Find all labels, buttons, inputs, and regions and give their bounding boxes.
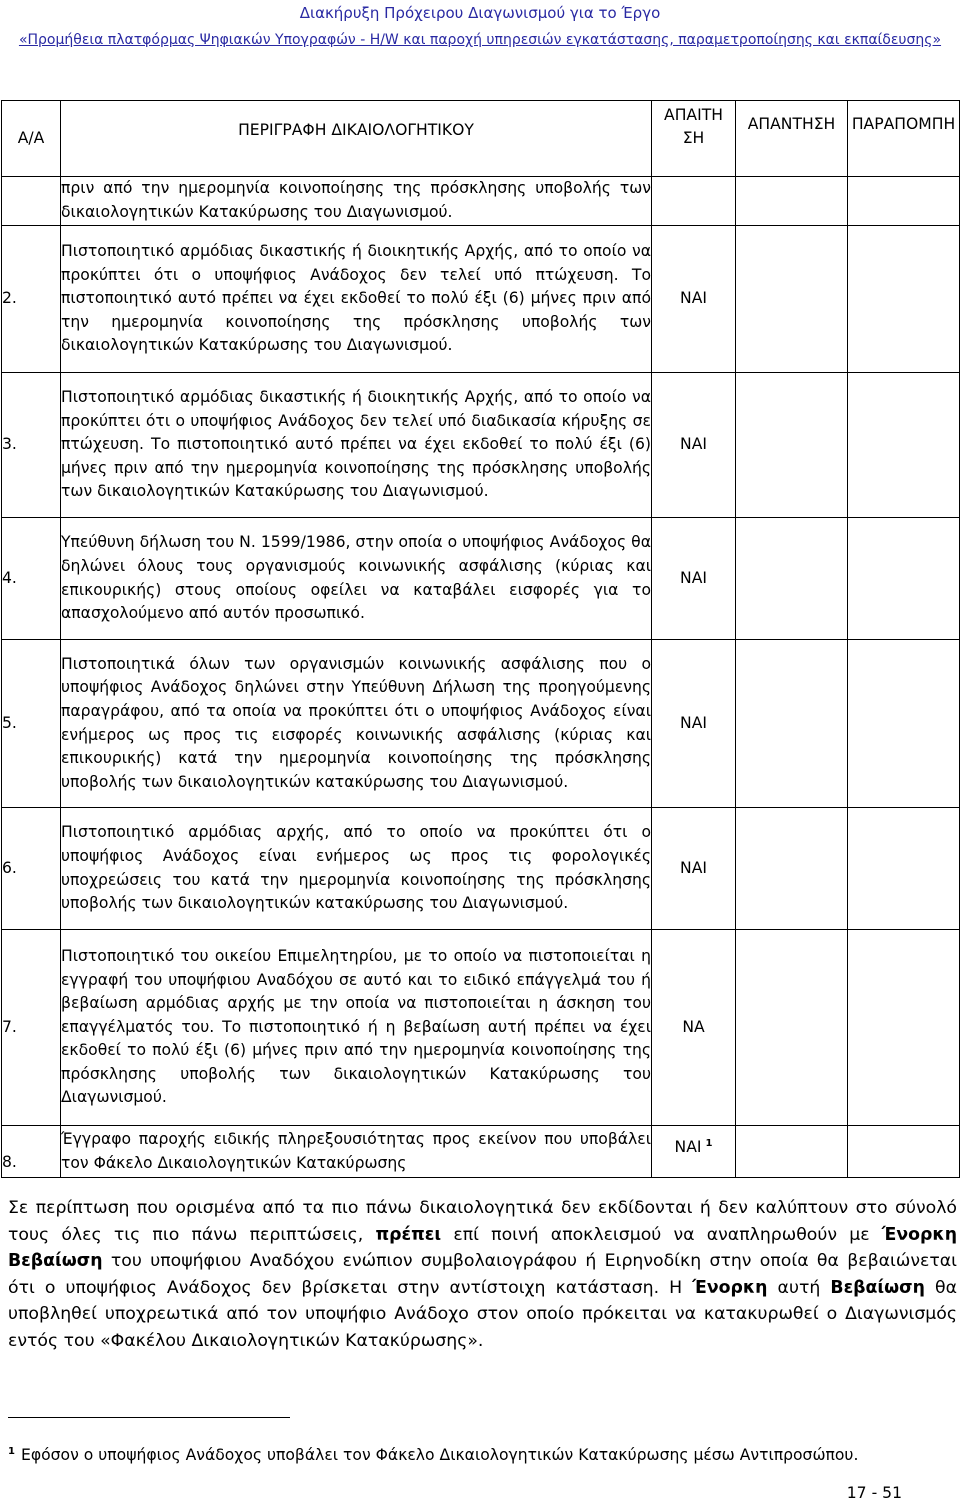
- row-requirement: ΝΑΙ: [652, 640, 736, 808]
- footnote: [8, 1446, 858, 1464]
- row-number: 5.: [2, 640, 61, 808]
- row-reference: [848, 518, 960, 640]
- row-number: 7.: [2, 930, 61, 1126]
- header-requirement: ΑΠΑΙΤΗΣΗ: [652, 101, 736, 177]
- document-header-project: «Προμήθεια πλατφόρμας Ψηφιακών Υπογραφών - H/W και παροχή υπηρεσιών εγκατάστασης, παραμετροποίησης και εκπαίδευσης»: [18, 32, 942, 48]
- row-number: 4.: [2, 518, 61, 640]
- row-answer: [736, 930, 848, 1126]
- row-description: Πιστοποιητικό αρμόδιας αρχής, από το οποίο να προκύπτει ότι ο υποψήφιος Ανάδοχος είναι ενήμερος ως προς τις φορολογικές υποχρεώσεις του κατά την ημερομηνία κοινοποίησης της πρόσκλησης υποβολής των δικαιολογητικών κατακύρωσης του Διαγωνισμού.: [61, 808, 652, 930]
- row-description: Πιστοποιητικό αρμόδιας δικαστικής ή διοικητικής Αρχής, από το οποίο να προκύπτει ότι ο υποψήφιος Ανάδοχος δεν τελεί υπό διαδικασία κήρυξης σε πτώχευση. Το πιστοποιητικό αυτό πρέπει να έχει εκδοθεί το πολύ έξι (6) μήνες πριν από την ημερομηνία κοινοποίησης της πρόσκλησης υποβολής των δικαιολογητικών Κατακύρωσης του Διαγωνισμού.: [61, 373, 652, 518]
- row-reference: [848, 373, 960, 518]
- table-row: [2, 808, 960, 930]
- footnote-separator: [8, 1417, 290, 1418]
- row-number: 3.: [2, 373, 61, 518]
- row-description: Έγγραφο παροχής ειδικής πληρεξουσιότητας προς εκείνον που υποβάλει τον Φάκελο Δικαιολογητικών Κατακύρωσης: [61, 1126, 652, 1178]
- row-answer: [736, 808, 848, 930]
- row-reference: [848, 640, 960, 808]
- table-row: [2, 177, 960, 226]
- row-number: 6.: [2, 808, 61, 930]
- row-answer: [736, 373, 848, 518]
- footnote-reference: 1: [705, 1138, 713, 1149]
- table-row: [2, 1126, 960, 1178]
- row-description: Πιστοποιητικό του οικείου Επιμελητηρίου, με το οποίο να πιστοποιείται η εγγραφή του υποψήφιου Αναδόχου σε αυτό και το ειδικό επάγγελμά του ή βεβαίωση αρμόδιας αρχής με την οποία να πιστοποιείται η άσκηση του επαγγέλματός του. Το πιστοποιητικό ή η βεβαίωση αυτή πρέπει να έχει εκδοθεί το πολύ έξι (6) μήνες πριν από την ημερομηνία κοινοποίησης της πρόσκλησης υποβολής των δικαιολογητικών Κατακύρωσης του Διαγωνισμού.: [61, 930, 652, 1126]
- row-description: Υπεύθυνη δήλωση του Ν. 1599/1986, στην οποία ο υποψήφιος Ανάδοχος θα δηλώνει όλους τους οργανισμούς κοινωνικής ασφάλισης (κύριας και επικουρικής) στους οποίους οφείλει να καταβάλει εισφορές για το απασχολούμενο από αυτόν προσωπικό.: [61, 518, 652, 640]
- bold-statement: Βεβαίωση: [830, 1277, 925, 1298]
- row-requirement: ΝΑΙ: [652, 373, 736, 518]
- row-reference: [848, 226, 960, 373]
- footnote-mark: 1: [8, 1446, 15, 1457]
- table-row: [2, 640, 960, 808]
- table-row: [2, 226, 960, 373]
- table-row: [2, 518, 960, 640]
- row-requirement: ΝΑ: [652, 930, 736, 1126]
- row-reference: [848, 1126, 960, 1178]
- table-header-row: [2, 101, 960, 177]
- table-row: [2, 373, 960, 518]
- table-row: [2, 930, 960, 1126]
- row-reference: [848, 930, 960, 1126]
- row-requirement: ΝΑΙ: [652, 808, 736, 930]
- bold-sworn-statement: Ένορκη Βεβαίωση: [8, 1224, 958, 1272]
- document-header-title: Διακήρυξη Πρόχειρου Διαγωνισμού για το Έργο: [299, 4, 661, 22]
- supporting-documents-table: [1, 100, 960, 1178]
- header-answer: ΑΠΑΝΤΗΣΗ: [736, 101, 848, 177]
- row-requirement: [652, 1126, 736, 1178]
- closing-paragraph: Σε περίπτωση που ορισμένα από τα πιο πάνω δικαιολογητικά δεν εκδίδονται ή δεν καλύπτουν στο σύνολό τους όλες τις πιο πάνω περιπτώσεις, πρέπει επί ποινή αποκλεισμού να αναπληρωθούν με Ένορκη Βεβαίωση του υποψήφιου Αναδόχου ενώπιον συμβολαιογράφου ή Ειρηνοδίκη στην οποία θα βεβαιώνεται ότι ο υποψήφιος Ανάδοχος δεν βρίσκεται στην αντίστοιχη κατάσταση. Η Ένορκη αυτή Βεβαίωση θα υποβληθεί υποχρεωτικά από τον υποψήφιο Ανάδοχο στον οποίο πρόκειται να κατακυρωθεί ο Διαγωνισμός εντός του «Φακέλου Δικαιολογητικών Κατακύρωσης».: [8, 1198, 958, 1351]
- row-1-continuation: πριν από την ημερομηνία κοινοποίησης της πρόσκλησης υποβολής των δικαιολογητικών Κατακύρωσης του Διαγωνισμού.: [61, 177, 652, 226]
- row-reference: [848, 808, 960, 930]
- row-description: Πιστοποιητικά όλων των οργανισμών κοινωνικής ασφάλισης που ο υποψήφιος Ανάδοχος δηλώνει στην Υπεύθυνη Δήλωση της προηγούμενης παραγράφου, από τα οποία να προκύπτει ότι ο υποψήφιος Ανάδοχος είναι ενήμερος ως προς τις εισφορές κοινωνικής ασφάλισης (κύριας και επικουρικής) κατά την ημερομηνία κοινοποίησης της πρόσκλησης υποβολής των δικαιολογητικών κατακύρωσης του Διαγωνισμού.: [61, 640, 652, 808]
- row-number: 8.: [2, 1126, 61, 1178]
- header-aa: Α/Α: [2, 101, 61, 177]
- row-requirement-value: ΝΑΙ: [674, 1138, 702, 1156]
- row-answer: [736, 226, 848, 373]
- header-description: ΠΕΡΙΓΡΑΦΗ ΔΙΚΑΙΟΛΟΓΗΤΙΚΟΥ: [61, 101, 652, 177]
- row-number: 2.: [2, 226, 61, 373]
- row-requirement: ΝΑΙ: [652, 226, 736, 373]
- row-requirement: ΝΑΙ: [652, 518, 736, 640]
- bold-sworn: Ένορκη: [692, 1277, 768, 1298]
- row-description: Πιστοποιητικό αρμόδιας δικαστικής ή διοικητικής Αρχής, από το οποίο να προκύπτει ότι ο υποψήφιος Ανάδοχος δεν τελεί υπό πτώχευση. Το πιστοποιητικό αυτό πρέπει να έχει εκδοθεί το πολύ έξι (6) μήνες πριν από την ημερομηνία κοινοποίησης της πρόσκλησης υποβολής των δικαιολογητικών Κατακύρωσης του Διαγωνισμού.: [61, 226, 652, 373]
- bold-must: πρέπει: [375, 1224, 442, 1245]
- row-answer: [736, 640, 848, 808]
- page-number: 17 - 51: [846, 1484, 902, 1502]
- header-reference: ΠΑΡΑΠΟΜΠΗ: [848, 101, 960, 177]
- row-answer: [736, 1126, 848, 1178]
- row-answer: [736, 518, 848, 640]
- footnote-text: Εφόσον ο υποψήφιος Ανάδοχος υποβάλει τον Φάκελο Δικαιολογητικών Κατακύρωσης μέσω Αντιπροσώπου.: [20, 1446, 859, 1465]
